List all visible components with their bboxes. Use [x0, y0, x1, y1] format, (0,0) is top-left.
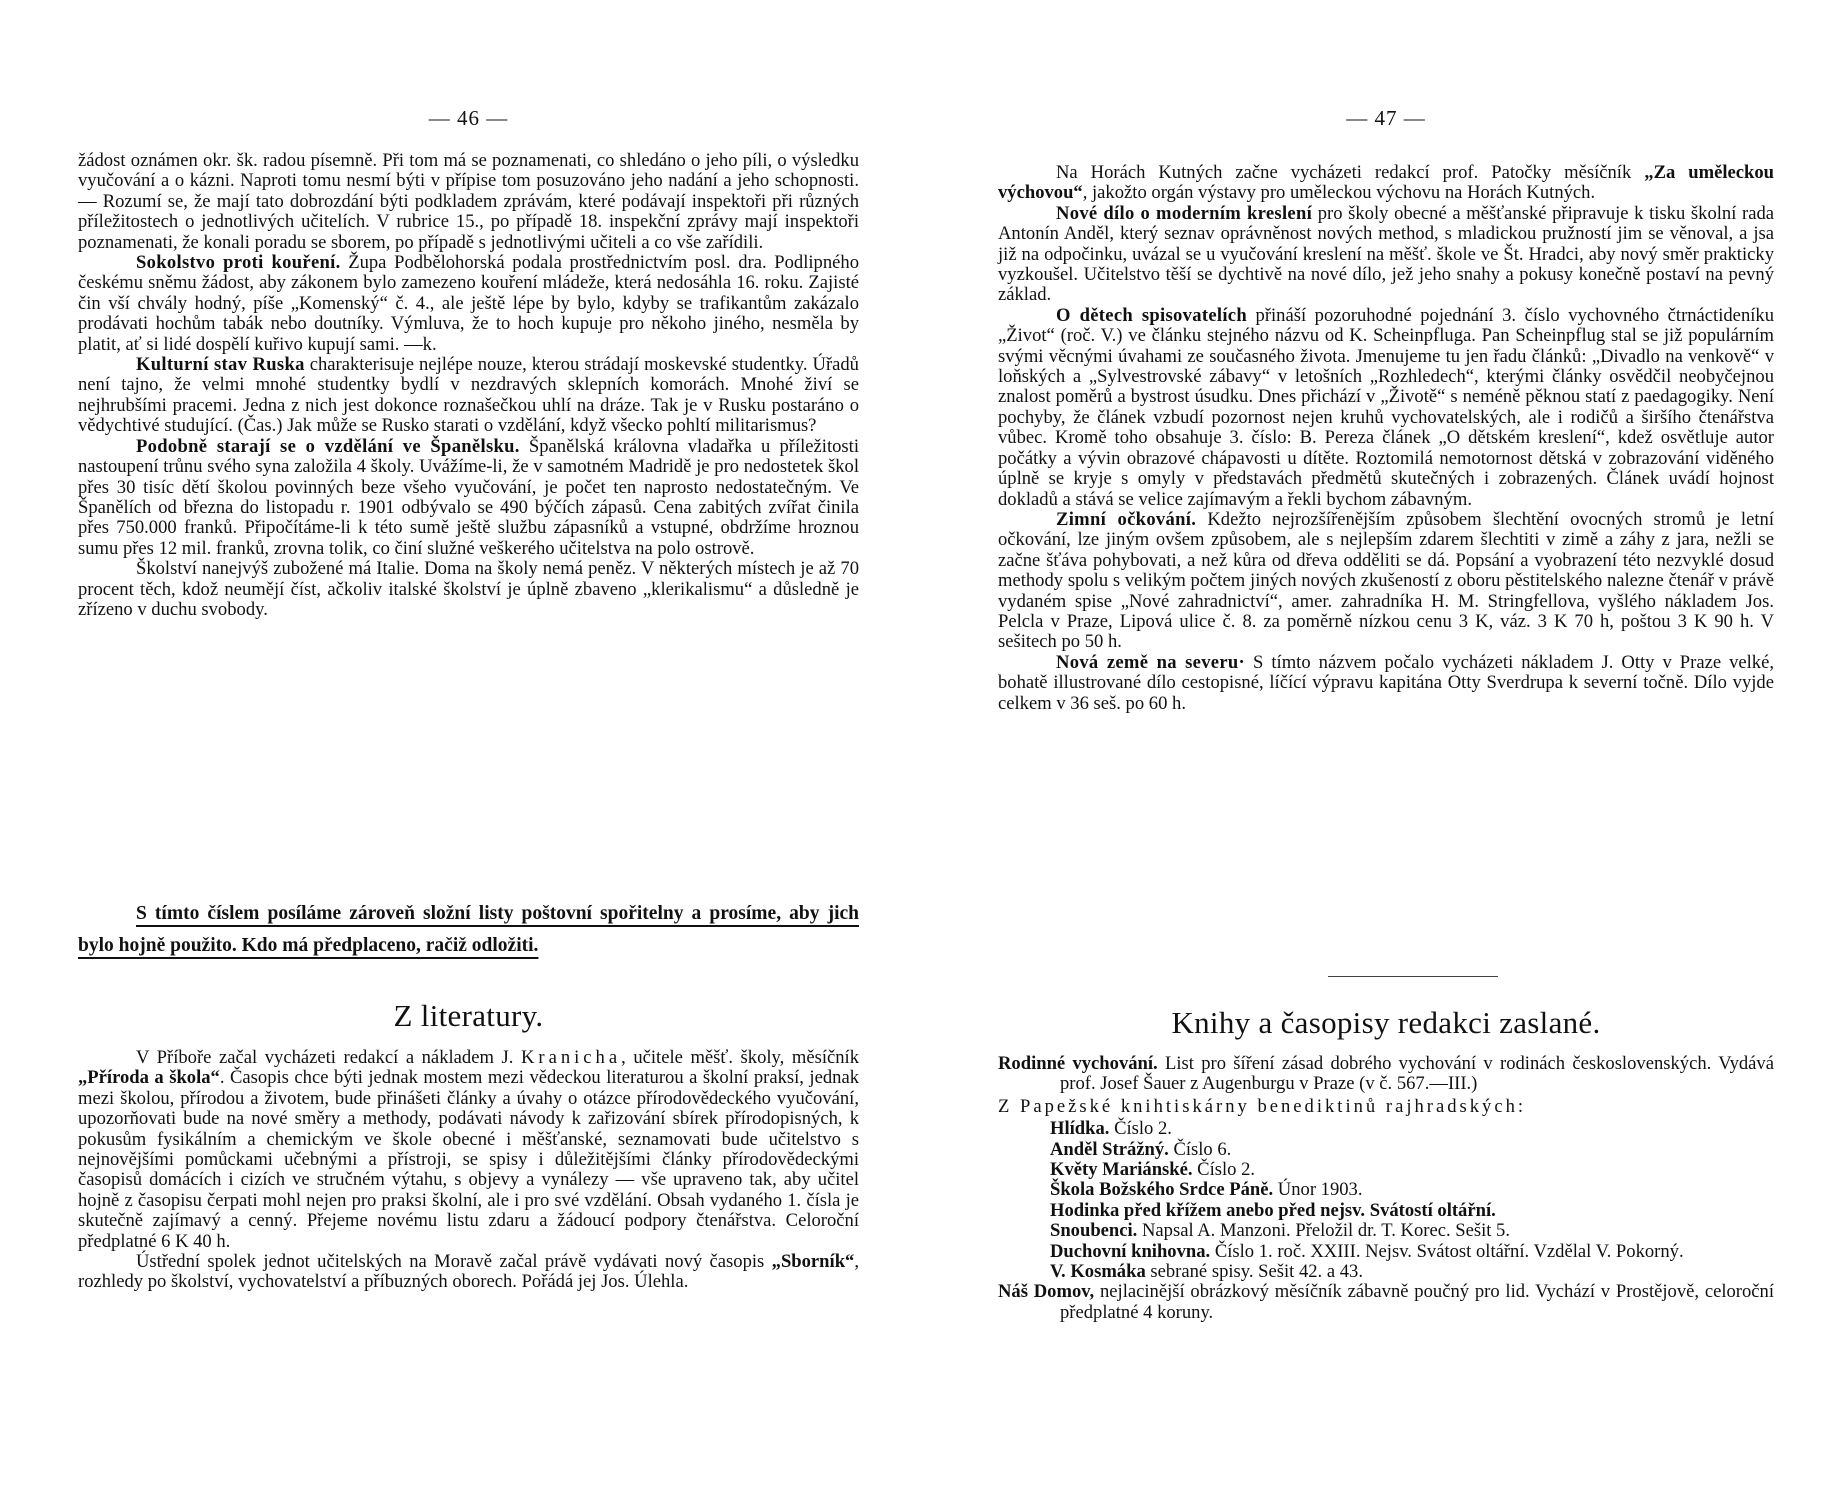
section-divider [1328, 976, 1498, 977]
entry-title: Škola Božského Srdce Páně. [1050, 1179, 1274, 1201]
subscription-notice: S tímto číslem posíláme zároveň složní listy poštovní spořitelny a prosíme, aby jich bylo hojně použito. Kdo má předplaceno, račiž odložiti. [78, 903, 859, 956]
paragraph-nova-zeme: Nová země na severu· S tímto názvem počalo vycházeti nákladem J. Otty v Praze velké, bohatě illustrované dílo cestopisné, líčící výpravu kapitána Otty Sverdrupa k severní točně. Dílo vyjde celkem v 36 seš. po 60 h. [998, 651, 1774, 714]
entry-title: Hodinka před křížem anebo před nejsv. Svátostí oltářní. [1050, 1199, 1496, 1221]
list-item: Škola Božského Srdce Páně. Únor 1903. [1050, 1179, 1363, 1201]
paragraph-sbornik: Ústřední spolek jednot učitelských na Moravě začal právě vydávati nový časopis „Sborník“, rozhledy po školství, vychovatelství a příbuzných oborech. Pořádá jej Jos. Úlehla. [78, 1251, 859, 1293]
paragraph-umelecka-vychova: Na Horách Kutných začne vycházeti redakcí prof. Patočky měsíčník „Za uměleckou výchovou“, jakožto orgán výstavy pro uměleckou výchovu na Horách Kutných. [998, 162, 1774, 204]
right-page [998, 0, 1774, 1500]
list-item: Náš Domov, nejlacinější obrázkový měsíčník zábavně poučný pro lid. Vychází v Prostějově, celoroční předplatné 4 koruny. [998, 1281, 1774, 1323]
entry-title: Anděl Strážný. [1050, 1138, 1169, 1160]
list-item: Rodinné vychování. List pro šíření zásad dobrého vychování v rodinách československých. Vydává prof. Josef Šauer z Augenburgu v Praze (v č. 567.—III.) [998, 1053, 1774, 1095]
literature-column [78, 1048, 859, 1293]
article-heading: Sokolstvo proti kouření. [136, 252, 341, 274]
paragraph-deti-spisovatele: O dětech spisovatelích přináší pozoruhodné pojednání 3. číslo vychovného čtrnáctideníku „Život“ (roč. V.) ve článku stejného názvu od K. Scheinpfluga. Pan Scheinpflug stal se již populárním svými věcnými úvahami ze současného života. Jmenujeme tu jen řadu článků: „Divadlo na venkově“ v loňských a „Sylvestrovské zábavy“ v letošních „Rozhledech“, kterými články osvědčil neobyčejnou znalost poměrů a bystrost úsudku. Dnes přichází v „Životě“ s neméně pěknou statí z paedagogiky. Není pochyby, že článek vzbudí pozornost nejen kruhů vychovatelských, ale i rodičů a širšího čtenářstva vůbec. Kromě toho obsahuje 3. číslo: B. Pereza článek „O dětském kreslení“, kdež osvětluje autor počátky a vývin obrazové chápavosti u dítěte. Roztomilá nemotornost dětská v zobrazování viděného úplně se kryje s omyly v představách předmětů skutečných i zobrazených. Článek uvádí hojnost dokladů a stává se velice zajímavým a řekli bychom zábavným. [998, 304, 1774, 510]
paragraph-priroda: V Příboře začal vycházeti redakcí a nákladem J. Kranicha, učitele měšť. školy, měsíčník „Příroda a škola“. Časopis chce býti jednak mostem mezi vědeckou literaturou a školní praksí, jednak mezi školou, přírodou a životem, bude přinášeti články a úvahy o otázce přírodovědeckého vyučování, upozorňovati bude na nové směry a methody, podávati návody k zařizování sbírek přírodopisných, k pokusům fysikálním a chemickým ve škole obecné i měšťanské, seznamovati bude učitelstvo s nejnovějšími pomůckami učebnými a přístroji, se spisy i důležitějšími články přírodovědeckými časopisů domácích i cizích ve stručném výtahu, s objevy a vynálezy — vše upraveno tak, aby učitel hojně z časopisu čerpati mohl nejen pro praksi školní, ale i pro své vzdělání. Obsah vydaného 1. čísla je skutečně zajímavý a cenný. Přejeme novému listu zdaru a žádoucí podpory čtenářstva. Celoroční předplatné 6 K 40 h. [78, 1047, 859, 1252]
periodical-title: „Příroda a škola“ [78, 1067, 220, 1089]
page-number-right: — 47 — [1346, 106, 1426, 130]
paragraph-zimni-ockovani: Zimní očkování. Kdežto nejrozšířenějším způsobem šlechtění ovocných stromů je letní očkování, lze jiným ovšem způsobem, ale s nejlepším zdarem šlechtiti v zimě a záhy z jara, nežli se začne šťáva pohybovati, a než kůra od dřeva odděliti se dá. Popsání a vyobrazení této nezvyklé dosud methody spolu s velikým počtem jiných nových zkušeností z oboru pěstitelského nalezne čtenář v právě vydaném spise „Nové zahradnictví“, amer. zahradníka H. M. Stringfellova, vyšlého nákladem Jos. Pelcla v Praze, Lipová ulice č. 8. za poměrně nízkou cenu 3 K, váz. 3 K 70 h, poštou 3 K 90 h. V sešitech po 50 h. [998, 508, 1774, 653]
notice-block [78, 898, 859, 962]
article-heading: O dětech spisovatelích [1056, 304, 1247, 326]
publisher-line: Z Papežské knihtiskárny benediktinů rajhradských: [998, 1095, 1527, 1117]
article-heading: Kulturní stav Ruska [136, 354, 305, 376]
paragraph-italie: Školství nanejvýš zubožené má Italie. Doma na školy nemá peněz. V některých místech je až 70 procent těch, kdož neumějí číst, ačkoliv italské školství je úplně zbaveno „klerikalismu“ a důsledně je zřízeno v duchu svobody. [78, 558, 859, 620]
left-page [78, 0, 859, 1500]
paragraph-kresleni: Nové dílo o moderním kreslení pro školy obecné a měšťanské připravuje k tisku školní rada Antonín Anděl, který seznav oprávněnost nových method, s mladickou pružností jim se věnoval, a jsa již na odpočinku, uvázal se u vyučování kreslení na měšť. škole ve Št. Hradci, aby nový směr prakticky vyzkoušel. Učitelstvo těší se dychtivě na nové dílo, jež jeho snahy a pokusy konečně postaví na pevný základ. [998, 202, 1774, 306]
entry-title: Náš Domov, [998, 1281, 1095, 1303]
entry-title: Květy Mariánské. [1050, 1159, 1193, 1181]
right-news-column [998, 163, 1774, 714]
paragraph-spanelsko: Podobně starají se o vzdělání ve Španělsku. Španělská královna vladařka u příležitosti nastoupení trůnu svého syna založila 4 školy. Uvážíme-li, že v samotném Madridě je pro nedostetek škol přes 30 tisíc dětí školou povinných beze všeho vyučování, je počet ten naprosto nedostatečným. Ve Španělích od března do listopadu r. 1901 odbývalo se 490 býčích zápasů. Cena zabitých zvířat činila přes 750.000 franků. Připočítáme-li k této sumě ještě službu zápasníků a vstupné, obdržíme hroznou sumu přes 12 mil. franků, zrovna tolik, co činí služné veškerého učitelstva na polo ostrově. [78, 435, 859, 559]
article-heading: Nová země na severu· [1056, 651, 1246, 673]
left-news-column [78, 151, 859, 620]
section-title-knihy: Knihy a časopisy redakci zaslané. [1171, 1005, 1601, 1040]
entry-title: Rodinné vychování. [998, 1053, 1158, 1074]
list-item [998, 1201, 1774, 1221]
spaced-name: Kranicha [520, 1047, 622, 1068]
entry-title: V. Kosmáka [1050, 1261, 1146, 1283]
paragraph-intro: žádost oznámen okr. šk. radou písemně. Při tom má se poznamenati, co shledáno o jeho píli, o výsledku vyučování a o kázni. Naproti tomu nesmí býti v přípise tom posuzováno jeho nadání a jeho schopnosti. — Rozumí se, že mají tato dobrozdání býti podkladem zprávám, které podávají inspektoři při různých příležitostech o jednotlivých učitelích. V rubrice 15., po případě 18. inspekční zprávy mají inspektoři poznamenati, že konali poradu se sborem, po případě s jednotlivými učiteli a co vše zařídili. [78, 150, 859, 253]
article-heading: Nové dílo o moderním kreslení [1056, 202, 1313, 224]
entry-title: Hlídka. [1050, 1118, 1110, 1140]
received-books-list [998, 1054, 1774, 1325]
list-item: Snoubenci. Napsal A. Manzoni. Přeložil dr. T. Korec. Sešit 5. [1050, 1220, 1511, 1242]
entry-title: Duchovní knihovna. [1050, 1240, 1211, 1262]
section-title-literatura: Z literatury. [393, 998, 544, 1033]
list-item: Duchovní knihovna. Číslo 1. roč. XXIII. Nejsv. Svátost oltářní. Vzdělal V. Pokorný. [1050, 1240, 1684, 1262]
article-heading: Zimní očkování. [1056, 508, 1197, 530]
list-item: Anděl Strážný. Číslo 6. [1050, 1138, 1232, 1160]
periodical-title: „Za uměleckou výchovou“ [998, 162, 1774, 204]
entry-title: Snoubenci. [1050, 1220, 1138, 1242]
list-item: Květy Mariánské. Číslo 2. [1050, 1159, 1256, 1181]
paragraph-sokolstvo: Sokolstvo proti kouření. Župa Podbělohorská podala prostřednictvím posl. dra. Podlipného českému sněmu žádost, aby zákonem bylo zamezeno kouření mládeže, která nedosáhla 16. roku. Zajisté čin vší chvály hodný, píše „Komenský“ č. 4., ale ještě lépe by bylo, kdyby se trafikantům zakázalo prodávati hochům tabák nebo doutníky. Výmluva, že to hoch kupuje pro někoho jiného, nesměla by platit, ať si lidé dospělí kuřivo kupují sami. —k. [78, 252, 859, 355]
list-item: Hlídka. Číslo 2. [1050, 1118, 1172, 1140]
periodical-title: „Sborník“ [771, 1251, 855, 1273]
list-item: V. Kosmáka sebrané spisy. Sešit 42. a 43. [1050, 1261, 1363, 1283]
article-heading: Podobně starají se o vzdělání ve Španělsku. [136, 435, 520, 457]
paragraph-ruska: Kulturní stav Ruska charakterisuje nejlépe nouze, kterou strádají moskevské studentky. Úřadů není tajno, že velmi mnohé studentky bydlí v nezdravých sklepních komorách. Mnohé živí se nejhrubšími pracemi. Jedna z nich jest dokonce roznašečkou uhlí na dráze. Tak je v Rusku postaráno o vědychtivé studující. (Čas.) Jak může se Rusko starati o vzdělání, když všecko pohltí militarismus? [78, 354, 859, 437]
page-number-left: — 46 — [428, 106, 509, 130]
